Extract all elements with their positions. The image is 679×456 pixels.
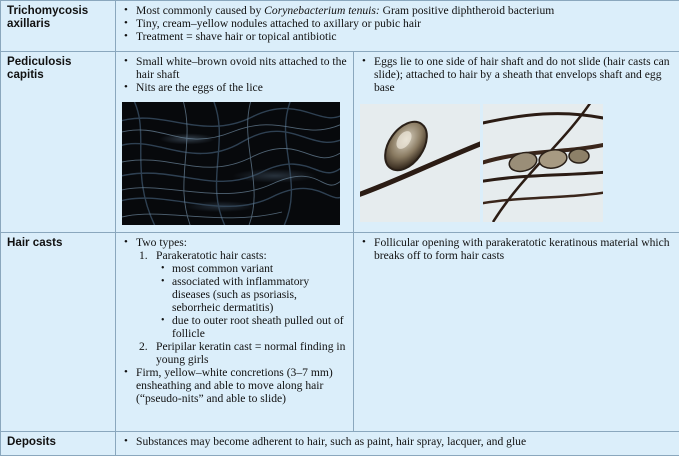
sub-item: • most common variant (172, 262, 347, 275)
micrograph-group (360, 104, 673, 222)
type-item: 1. Parakeratotic hair casts: • most common variant • associated with inflammatory diseases (such as psoriasis, seborrheic dermatitis) • due to outer root sheath pulled out of follicle (156, 249, 347, 340)
list-item: • Nits are the eggs of the lice (136, 81, 347, 94)
table-row (1, 1, 679, 52)
list-item: • Most commonly caused by Corynebacterium tenuis: Gram positive diphtheroid bacterium (136, 4, 673, 17)
table-row (1, 432, 679, 456)
scalp-hair-nits-photo (122, 102, 340, 225)
row-description-right (354, 233, 679, 432)
row-description-left (116, 52, 354, 233)
list-item: • Eggs lie to one side of hair shaft and do not slide (hair casts can slide); attached to hair by a sheath that envelops shaft and egg base (374, 55, 673, 94)
list-item: • Small white–brown ovoid nits attached to the hair shaft (136, 55, 347, 81)
row-description (116, 432, 679, 456)
list-item: • Substances may become adherent to hair, such as paint, hair spray, lacquer, and glue (136, 435, 673, 448)
table-row (1, 233, 679, 432)
nit-micrograph-1 (360, 104, 480, 222)
row-description-right (354, 52, 679, 233)
sub-item: • due to outer root sheath pulled out of follicle (172, 314, 347, 340)
type-item: 2. Peripilar keratin cast = normal finding in young girls (139, 340, 346, 366)
row-term: Pediculosis capitis (1, 52, 116, 233)
types-list (136, 249, 347, 366)
table-row (1, 52, 679, 233)
list-item: • Two types: 1. Parakeratotic hair casts: • most common variant • associated with inflammatory diseases (such as psoriasis, seborrheic dermatitis) • due to outer root sheath pulled out of follicle 2. Peripilar keratin cast = normal finding in young girls (136, 236, 347, 366)
list-item: • Tiny, cream–yellow nodules attached to axillary or pubic hair (136, 17, 673, 30)
row-term: Hair casts (1, 233, 116, 432)
list-item: • Treatment = shave hair or topical antibiotic (136, 30, 673, 43)
list-item: • Follicular opening with parakeratotic keratinous material which breaks off to form hair casts (374, 236, 673, 262)
organism-name: Corynebacterium tenuis: (264, 4, 380, 17)
nit-micrograph-2 (483, 104, 603, 222)
row-term: Trichomycosis axillaris (1, 1, 116, 52)
row-description-left (116, 233, 354, 432)
sub-item: • associated with inflammatory diseases (such as psoriasis, seborrheic dermatitis) (172, 275, 347, 314)
row-description (116, 1, 679, 52)
row-term: Deposits (1, 432, 116, 456)
list-item: • Firm, yellow–white concretions (3–7 mm) ensheathing and able to move along hair (“pseudo-nits” and able to slide) (136, 366, 347, 405)
